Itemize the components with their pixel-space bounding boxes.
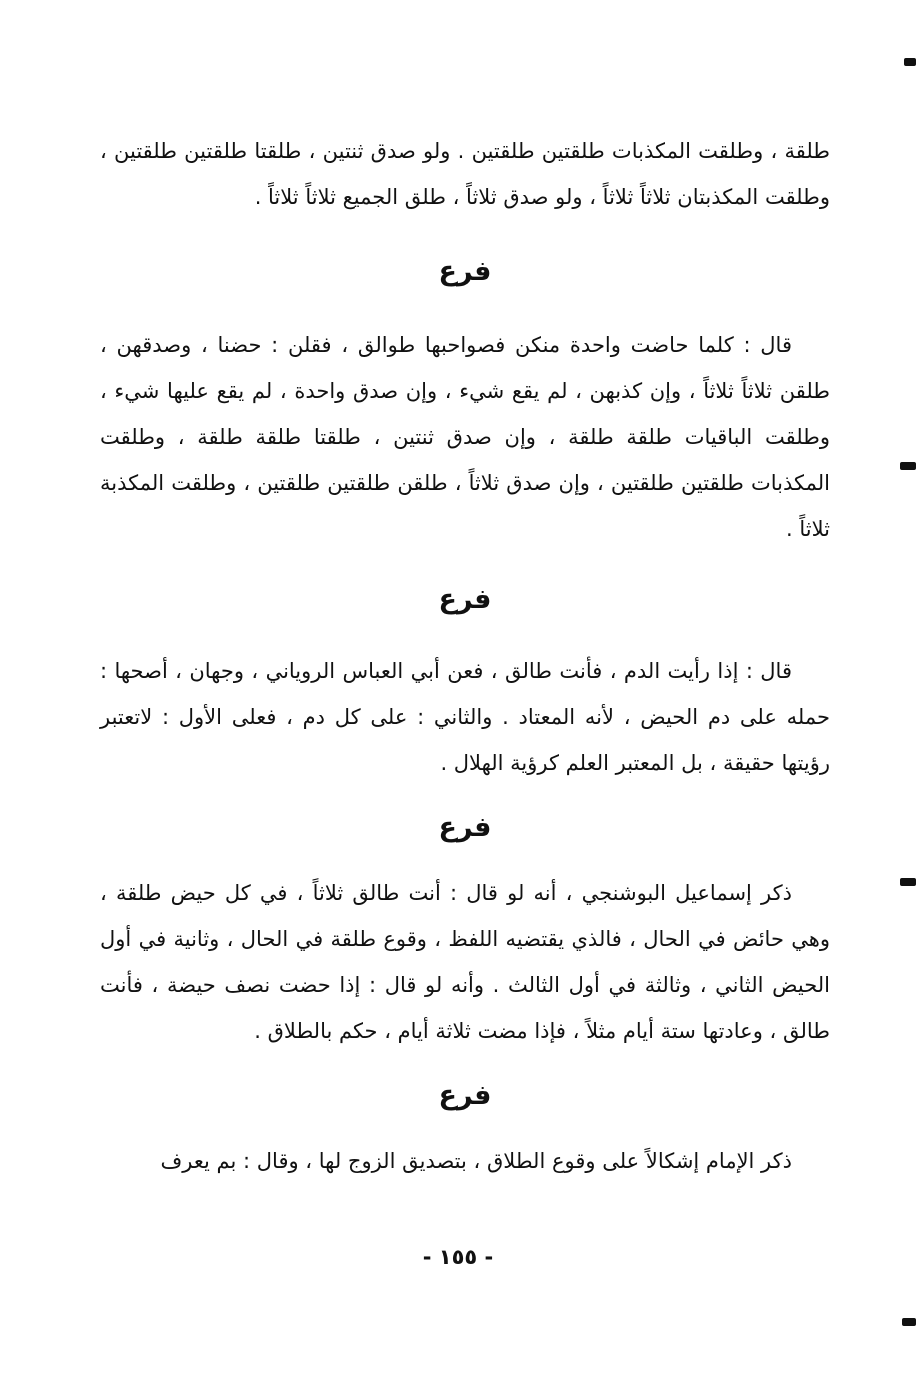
page-body	[100, 128, 830, 1184]
paragraph-imam-ishkal: ذكر الإمام إشكالاً على وقوع الطلاق ، بتصديق الزوج لها ، وقال : بم يعرف	[160, 1149, 792, 1173]
paragraph-continuation: طلقة ، وطلقت المكذبات طلقتين طلقتين . ولو صدق ثنتين ، طلقتا طلقتين طلقتين ، وطلقت المكذبتان ثلاثاً ثلاثاً ، ولو صدق ثلاثاً ، طلق الجميع ثلاثاً ثلاثاً .	[100, 139, 830, 209]
page-number: - ١٥٥ -	[422, 1245, 494, 1269]
scan-edge-mark	[904, 58, 916, 66]
paragraph-menstruation-divorce: قال : كلما حاضت واحدة منكن فصواحبها طوالق ، فقلن : حضنا ، وصدقهن ، طلقن ثلاثاً ثلاثاً ، وإن كذبهن ، لم يقع شيء ، وإن صدق واحدة ، لم يقع عليها شيء ، وطلقت الباقيات طلقة طلقة ، وإن صدق ثنتين ، طلقتا طلقة طلقة ، وطلقت المكذبات طلقتين طلقتين ، وإن صدق ثلاثاً ، طلقن طلقتين طلقتين ، وطلقت المكذبة ثلاثاً .	[100, 333, 830, 541]
section-heading-far: فرع	[438, 256, 492, 287]
paragraph-bushanji: ذكر إسماعيل البوشنجي ، أنه لو قال : أنت طالق ثلاثاً ، في كل حيض طلقة ، وهي حائض في الحال ، فالذي يقتضيه اللفظ ، وقوع طلقة في الحال ، وثانية في أول الحيض الثاني ، وثالثة في أول الثالث . وأنه لو قال : إذا حضت نصف حيضة ، فأنت طالق ، وعادتها ستة أيام مثلاً ، فإذا مضت ثلاثة أيام ، حكم بالطلاق .	[100, 881, 830, 1043]
scan-edge-mark	[902, 1318, 916, 1326]
scan-edge-mark	[900, 878, 916, 886]
scan-edge-mark	[900, 462, 916, 470]
section-heading-far: فرع	[438, 1080, 492, 1111]
paragraph-seeing-blood: قال : إذا رأيت الدم ، فأنت طالق ، فعن أبي العباس الروياني ، وجهان ، أصحها : حمله على دم الحيض ، لأنه المعتاد . والثاني : على كل دم ، فعلى الأول : لاتعتبر رؤيتها حقيقة ، بل المعتبر العلم كرؤية الهلال .	[100, 659, 830, 775]
section-heading-far: فرع	[438, 584, 492, 615]
section-heading-far: فرع	[438, 812, 492, 843]
